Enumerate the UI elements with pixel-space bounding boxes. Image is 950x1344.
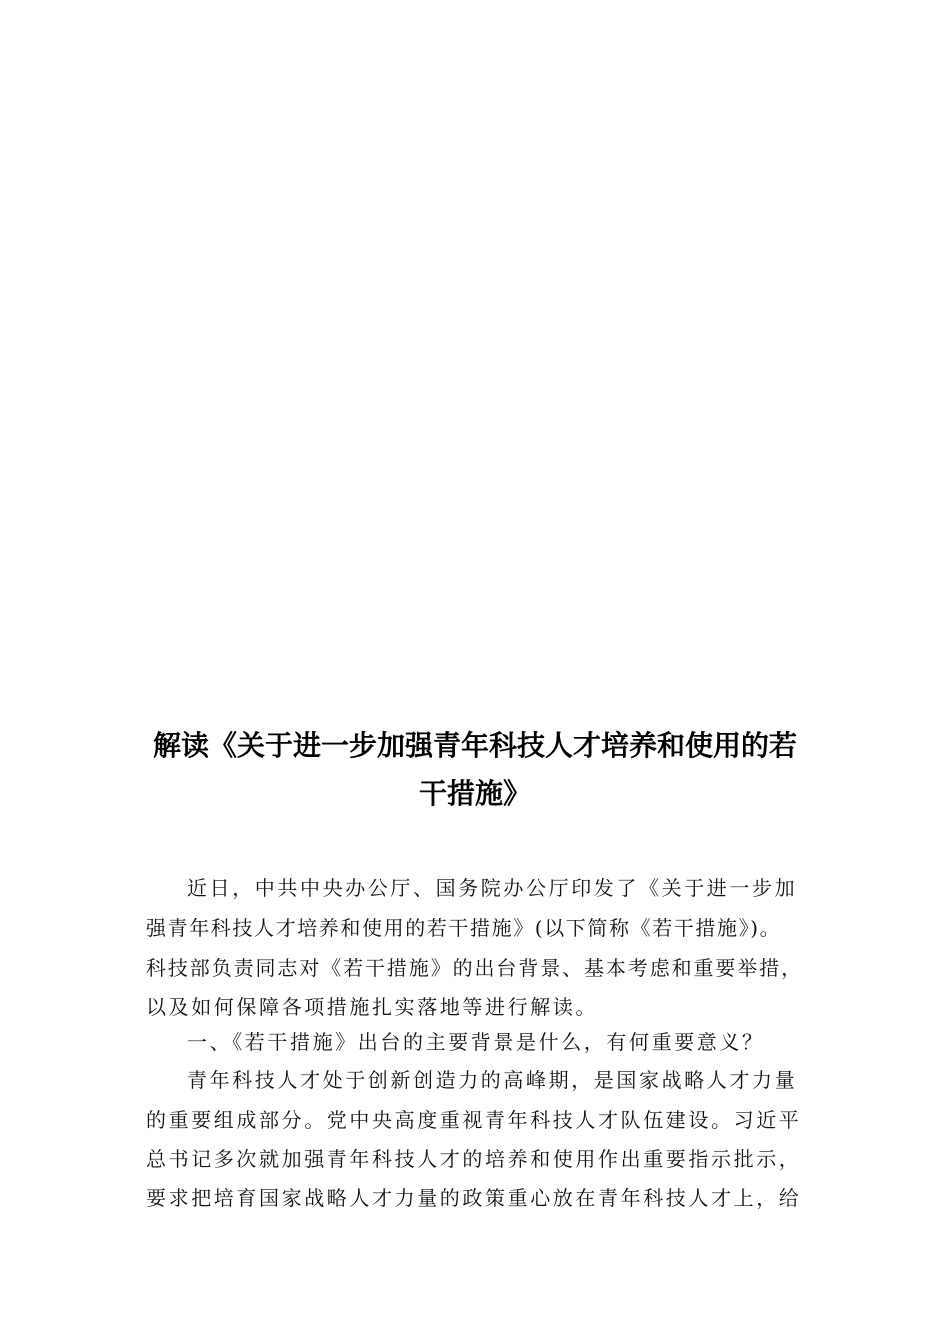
document-title-line-1: 解读《关于进一步加强青年科技人才培养和使用的若 xyxy=(152,729,797,762)
body-line-5: 一、《若干措施》出台的主要背景是什么，有何重要意义？ xyxy=(187,1030,765,1054)
document-title-line-2: 干措施》 xyxy=(418,777,531,810)
body-line-8: 总书记多次就加强青年科技人才的培养和使用作出重要指示批示， xyxy=(146,1147,802,1171)
body-line-2: 强青年科技人才培养和使用的若干措施》(以下简称《若干措施》)。 xyxy=(146,916,782,940)
body-line-3: 科技部负责同志对《若干措施》的出台背景、基本考虑和重要举措， xyxy=(146,956,803,980)
body-line-6: 青年科技人才处于创新创造力的高峰期，是国家战略人才力量 xyxy=(187,1068,798,1092)
body-line-7: 的重要组成部分。党中央高度重视青年科技人才队伍建设。习近平 xyxy=(146,1108,802,1132)
body-line-9: 要求把培育国家战略人才力量的政策重心放在青年科技人才上，给 xyxy=(146,1186,802,1210)
body-line-1: 近日，中共中央办公厅、国务院办公厅印发了《关于进一步加 xyxy=(187,876,798,900)
body-line-4: 以及如何保障各项措施扎实落地等进行解读。 xyxy=(146,995,598,1019)
